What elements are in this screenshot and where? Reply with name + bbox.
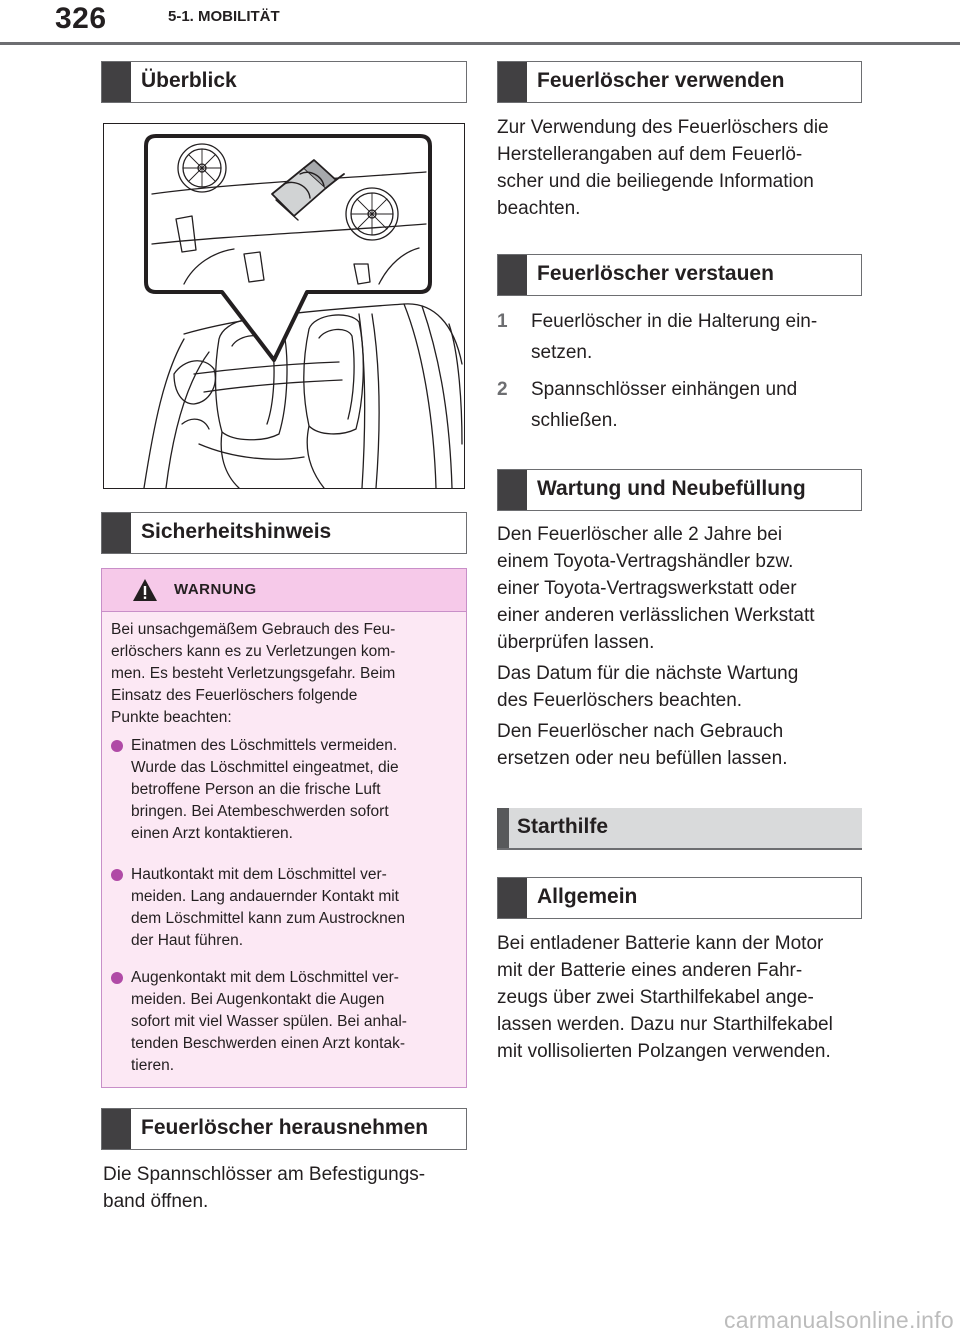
section-title: Überblick bbox=[141, 69, 237, 92]
section-title: Feuerlöscher herausnehmen bbox=[141, 1116, 429, 1139]
text-line: Einatmen des Löschmittels vermeiden. bbox=[131, 737, 398, 754]
text-line: dem Löschmittel kann zum Austrocknen bbox=[131, 910, 405, 927]
step-item bbox=[497, 374, 851, 436]
text-line: lassen werden. Dazu nur Starthilfekabel bbox=[497, 1014, 833, 1035]
text-line: überprüfen lassen. bbox=[497, 632, 655, 653]
section-title: Sicherheitshinweis bbox=[141, 520, 332, 543]
watermark: carmanualsonline.info bbox=[723, 1307, 954, 1333]
text-line: mit der Batterie eines anderen Fahr- bbox=[497, 960, 803, 981]
section-title: Starthilfe bbox=[517, 815, 609, 838]
chapter-title: 5-1. MOBILITÄT bbox=[168, 8, 280, 25]
warning-bullet bbox=[111, 735, 461, 845]
text-line: setzen. bbox=[531, 342, 593, 363]
section-title: Allgemein bbox=[537, 885, 638, 908]
section-bar bbox=[102, 62, 131, 102]
text-line: erlöschers kann es zu Verletzungen kom- bbox=[111, 643, 396, 660]
text-line: einen Arzt kontaktieren. bbox=[131, 825, 293, 842]
section-overview bbox=[101, 61, 467, 103]
warning-bullet bbox=[111, 864, 461, 952]
text-line: Einsatz des Feuerlöschers folgende bbox=[111, 687, 358, 704]
section-title: Feuerlöscher verstauen bbox=[537, 262, 774, 285]
text-line: Den Feuerlöscher nach Gebrauch bbox=[497, 721, 784, 742]
extinguisher-illustration bbox=[103, 123, 465, 489]
text-line: einem Toyota-Vertragshändler bzw. bbox=[497, 551, 794, 572]
warning-triangle-icon bbox=[132, 578, 158, 602]
section-title: Wartung und Neubefüllung bbox=[537, 477, 806, 500]
page-header bbox=[0, 0, 960, 46]
section-use bbox=[497, 61, 862, 103]
general-text bbox=[497, 930, 833, 1065]
remove-text bbox=[103, 1161, 425, 1215]
section-bar bbox=[498, 878, 527, 918]
warning-header bbox=[102, 569, 466, 612]
bullet-dot-icon bbox=[111, 869, 123, 881]
text-line: bringen. Bei Atembeschwerden sofort bbox=[131, 803, 389, 820]
section-remove bbox=[101, 1108, 467, 1150]
text-line: Zur Verwendung des Feuerlöschers die bbox=[497, 117, 829, 138]
section-bar bbox=[102, 1109, 131, 1149]
warning-bullet bbox=[111, 967, 461, 1077]
section-bar bbox=[102, 513, 131, 553]
text-line: Punkte beachten: bbox=[111, 709, 232, 726]
text-line: Das Datum für die nächste Wartung bbox=[497, 663, 799, 684]
text-line: betroffene Person an die frische Luft bbox=[131, 781, 381, 798]
text-line: einer Toyota-Vertragswerkstatt oder bbox=[497, 578, 797, 599]
text-line: des Feuerlöschers beachten. bbox=[497, 690, 743, 711]
text-line: scher und die beiliegende Information bbox=[497, 171, 814, 192]
text-line: sofort mit viel Wasser spülen. Bei anhal- bbox=[131, 1013, 407, 1030]
warning-title: WARNUNG bbox=[174, 581, 257, 598]
section-safety bbox=[101, 512, 467, 554]
section-jump-start bbox=[497, 808, 862, 850]
text-line: band öffnen. bbox=[103, 1191, 209, 1212]
warning-intro bbox=[111, 619, 461, 729]
text-line: Augenkontakt mit dem Löschmittel ver- bbox=[131, 969, 399, 986]
bullet-dot-icon bbox=[111, 972, 123, 984]
text-line: schließen. bbox=[531, 410, 618, 431]
text-line: Herstellerangaben auf dem Feuerlö- bbox=[497, 144, 803, 165]
text-line: meiden. Lang andauernder Kontakt mit bbox=[131, 888, 399, 905]
section-bar bbox=[497, 808, 509, 848]
section-bar bbox=[498, 255, 527, 295]
header-rule bbox=[0, 42, 960, 45]
text-line: tieren. bbox=[131, 1057, 175, 1074]
text-line: Die Spannschlösser am Befestigungs- bbox=[103, 1164, 426, 1185]
text-line: Feuerlöscher in die Halterung ein- bbox=[531, 311, 818, 332]
text-line: Wurde das Löschmittel eingeatmet, die bbox=[131, 759, 399, 776]
text-line: Spannschlösser einhängen und bbox=[531, 379, 798, 400]
section-title: Feuerlöscher verwenden bbox=[537, 69, 785, 92]
text-line: Hautkontakt mit dem Löschmittel ver- bbox=[131, 866, 387, 883]
section-bar bbox=[498, 62, 527, 102]
section-stow bbox=[497, 254, 862, 296]
text-line: Bei unsachgemäßem Gebrauch des Feu- bbox=[111, 621, 396, 638]
step-item bbox=[497, 306, 851, 368]
section-maintenance bbox=[497, 469, 862, 511]
text-line: Bei entladener Batterie kann der Motor bbox=[497, 933, 824, 954]
step-number: 2 bbox=[497, 379, 508, 400]
step-number: 1 bbox=[497, 311, 508, 332]
text-line: meiden. Bei Augenkontakt die Augen bbox=[131, 991, 385, 1008]
text-line: ersetzen oder neu befüllen lassen. bbox=[497, 748, 788, 769]
text-line: mit vollisolierten Polzangen verwenden. bbox=[497, 1041, 831, 1062]
section-general bbox=[497, 877, 862, 919]
text-line: einer anderen verlässlichen Werkstatt bbox=[497, 605, 815, 626]
text-line: beachten. bbox=[497, 198, 581, 219]
use-text bbox=[497, 114, 829, 222]
warning-box bbox=[101, 568, 467, 1088]
section-bar bbox=[498, 470, 527, 510]
text-line: der Haut führen. bbox=[131, 932, 244, 949]
text-line: men. Es besteht Verletzungsgefahr. Beim bbox=[111, 665, 396, 682]
text-line: Den Feuerlöscher alle 2 Jahre bei bbox=[497, 524, 783, 545]
text-line: zeugs über zwei Starthilfekabel ange- bbox=[497, 987, 814, 1008]
maintenance-text bbox=[497, 521, 815, 772]
page-number: 326 bbox=[55, 2, 107, 35]
text-line: tenden Beschwerden einen Arzt kontak- bbox=[131, 1035, 406, 1052]
bullet-dot-icon bbox=[111, 740, 123, 752]
